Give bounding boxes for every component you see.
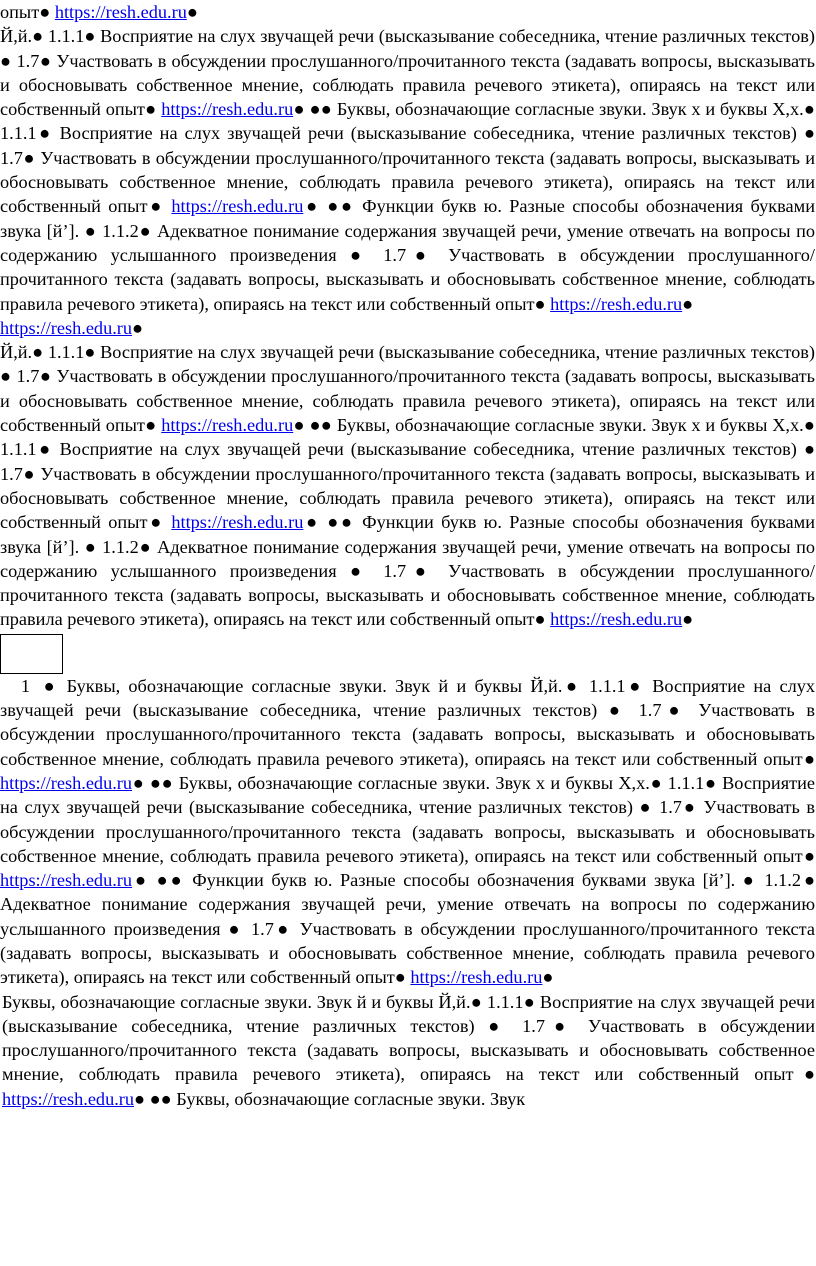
resh-link[interactable]: https://resh.edu.ru xyxy=(410,967,543,988)
paragraph-block-a1 xyxy=(0,24,815,316)
numbered-mid1: ● ●● Буквы, обозначающие согласные звуки. Звук х и буквы Х,х.● 1.1.1● Восприятие на слух звучащей речи (высказывание собеседника, чтение различных текстов) ● 1.7● Участвовать в обсуждении прослушанного/прочитанного текста (задавать вопросы, высказывать и обосновывать собственное мнение, соблюдать правила речевого этикета), опираясь на текст или собственный опыт● xyxy=(0,772,815,866)
resh-link[interactable]: https://resh.edu.ru xyxy=(54,2,187,22)
block-a2-lead: Й,й.● 1.1.1● Восприятие на слух звучащей речи (высказывание собеседника, чтение различных текстов) ● 1.7● Участвовать в обсуждении прослушанного/прочитанного текста (задавать вопросы, высказывать и обосновывать собственное мнение, соблюдать правила речевого этикета), опираясь на текст или собственный опыт● xyxy=(0,342,815,436)
paragraph-last xyxy=(0,990,815,1111)
resh-link[interactable]: https://resh.edu.ru xyxy=(161,415,294,436)
block-a2-mid1: ● ●● Буквы, обозначающие согласные звуки. Звук х и буквы Х,х.● 1.1.1● Восприятие на слух звучащей речи (высказывание собеседника, чтение различных текстов) ● 1.7● Участвовать в обсуждении прослушанного/прочитанного текста (задавать вопросы, высказывать и обосновывать собственное мнение, соблюдать правила речевого этикета), опираясь на текст или собственный опыт● xyxy=(0,415,815,533)
resh-link[interactable]: https://resh.edu.ru xyxy=(0,870,133,891)
block-a1-mid1: ● ●● Буквы, обозначающие согласные звуки. Звук х и буквы Х,х.● 1.1.1● Восприятие на слух звучащей речи (высказывание собеседника, чтение различных текстов) ● 1.7● Участвовать в обсуждении прослушанного/прочитанного текста (задавать вопросы, высказывать и обосновывать собственное мнение, соблюдать правила речевого этикета), опираясь на текст или собственный опыт● xyxy=(0,99,815,217)
numbered-end: ● xyxy=(542,967,554,988)
numbered-mid2: ● ●● Функции букв ю. Разные способы обозначения буквами звука [й’]. ● 1.1.2● Адекватное понимание содержания звучащей речи, умение отвечать на вопросы по содержанию услышанного произведения ● 1.7● Участвовать в обсуждении прослушанного/прочитанного текста (задавать вопросы, высказывать и обосновывать собственное мнение, соблюдать правила речевого этикета), опираясь на текст или собственный опыт● xyxy=(0,870,815,988)
top-fragment-line xyxy=(0,0,815,24)
block-a1-end: ● xyxy=(682,293,694,314)
resh-link[interactable]: https://resh.edu.ru xyxy=(161,99,294,120)
resh-link[interactable]: https://resh.edu.ru xyxy=(550,293,683,314)
block-a2-mid2: ● ●● Функции букв ю. Разные способы обозначения буквами звука [й’]. ● 1.1.2● Адекватное понимание содержания звучащей речи, умение отвечать на вопросы по содержанию услышанного произведения ● 1.7● Участвовать в обсуждении прослушанного/прочитанного текста (задавать вопросы, высказывать и обосновывать собственное мнение, соблюдать правила речевого этикета), опираясь на текст или собственный опыт● xyxy=(0,512,815,630)
last-lead: Буквы, обозначающие согласные звуки. Звук й и буквы Й,й.● 1.1.1● Восприятие на слух звучащей речи (высказывание собеседника, чтение различных текстов) ● 1.7● Участвовать в обсуждении прослушанного/прочитанного текста (задавать вопросы, высказывать и обосновывать собственное мнение, соблюдать правила речевого этикета), опираясь на текст или собственный опыт● xyxy=(2,991,815,1085)
last-tail: ● ●● Буквы, обозначающие согласные звуки. Звук xyxy=(134,1088,526,1109)
top-fragment-dot: ● xyxy=(186,2,198,22)
resh-link[interactable]: https://resh.edu.ru xyxy=(0,317,133,338)
paragraph-block-a2 xyxy=(0,340,815,632)
resh-link[interactable]: https://resh.edu.ru xyxy=(171,512,304,533)
resh-link[interactable]: https://resh.edu.ru xyxy=(171,196,304,217)
top-fragment-text: опыт● xyxy=(0,2,51,22)
link-line-dot: ● xyxy=(132,317,144,338)
block-a2-end: ● xyxy=(682,609,694,630)
resh-link[interactable]: https://resh.edu.ru xyxy=(550,609,683,630)
link-line xyxy=(0,316,815,340)
resh-link[interactable]: https://resh.edu.ru xyxy=(0,772,133,793)
block-a1-lead: Й,й.● 1.1.1● Восприятие на слух звучащей речи (высказывание собеседника, чтение различных текстов) ● 1.7● Участвовать в обсуждении прослушанного/прочитанного текста (задавать вопросы, высказывать и обосновывать собственное мнение, соблюдать правила речевого этикета), опираясь на текст или собственный опыт● xyxy=(0,26,815,120)
empty-table-cell xyxy=(0,634,63,674)
resh-link[interactable]: https://resh.edu.ru xyxy=(2,1088,135,1109)
paragraph-numbered xyxy=(0,674,815,990)
block-a1-mid2: ● ●● Функции букв ю. Разные способы обозначения буквами звука [й’]. ● 1.1.2● Адекватное понимание содержания звучащей речи, умение отвечать на вопросы по содержанию услышанного произведения ● 1.7● Участвовать в обсуждении прослушанного/прочитанного текста (задавать вопросы, высказывать и обосновывать собственное мнение, соблюдать правила речевого этикета), опираясь на текст или собственный опыт● xyxy=(0,196,815,314)
item-number: 1 xyxy=(20,675,30,696)
numbered-lead: ● Буквы, обозначающие согласные звуки. Звук й и буквы Й,й.● 1.1.1● Восприятие на слух звучащей речи (высказывание собеседника, чтение различных текстов) ● 1.7● Участвовать в обсуждении прослушанного/прочитанного текста (задавать вопросы, высказывать и обосновывать собственное мнение, соблюдать правила речевого этикета), опираясь на текст или собственный опыт● xyxy=(0,675,815,769)
